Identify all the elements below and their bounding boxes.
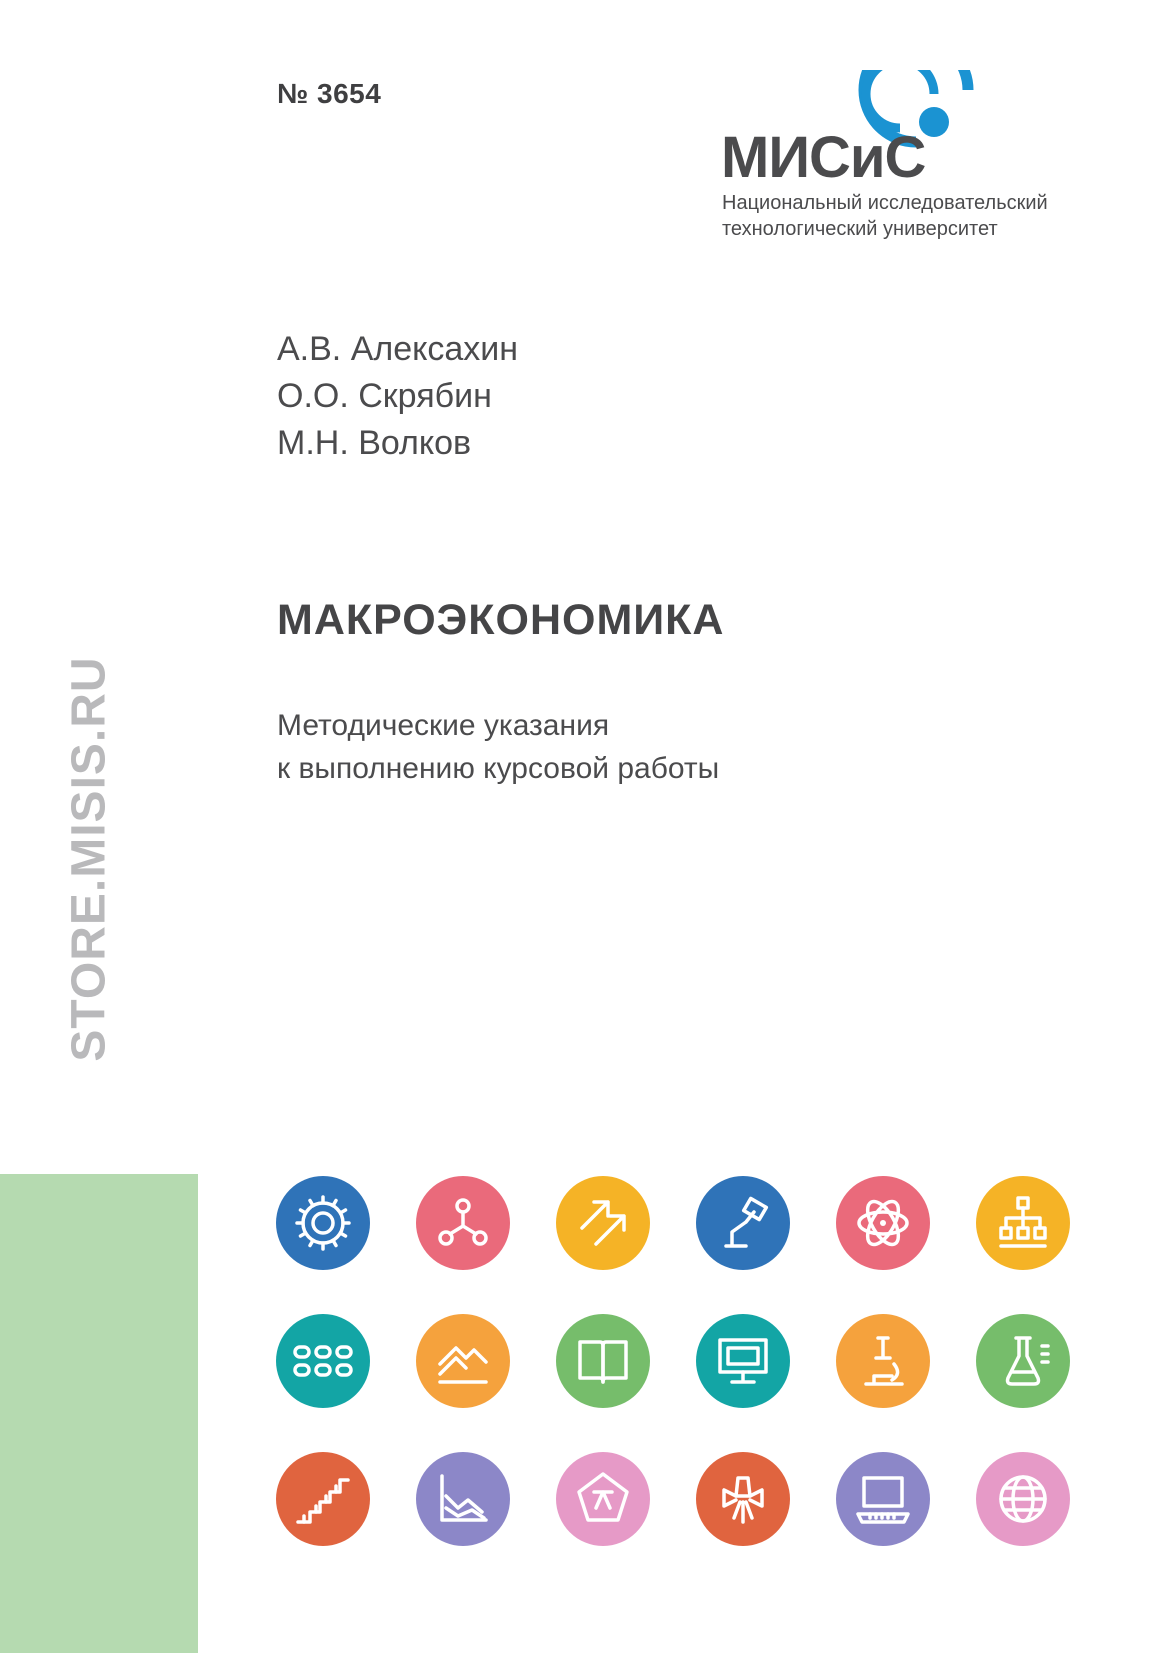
logo-wordmark: МИСиС: [721, 125, 926, 190]
microscope-icon: [836, 1314, 930, 1408]
grid-cells-icon: [276, 1314, 370, 1408]
network-nodes-icon: [416, 1176, 510, 1270]
gear-icon: [276, 1176, 370, 1270]
robot-arm-icon: [696, 1176, 790, 1270]
satellite-icon: [696, 1452, 790, 1546]
book-title: МАКРОЭКОНОМИКА: [277, 596, 725, 644]
publisher-subtitle-line-1: Национальный исследовательский: [722, 192, 1048, 214]
open-book-icon: [556, 1314, 650, 1408]
side-store-url: STORE.MISIS.RU: [62, 656, 116, 1062]
author-name: О.О. Скрябин: [277, 377, 492, 415]
monitor-icon: [696, 1314, 790, 1408]
mountain-chart-icon: [416, 1314, 510, 1408]
green-side-block: [0, 1174, 198, 1653]
publisher-subtitle-line-2: технологический университет: [722, 218, 998, 240]
stairs-icon: [276, 1452, 370, 1546]
publisher-logo: [720, 70, 1100, 250]
laptop-icon: [836, 1452, 930, 1546]
hierarchy-icon: [976, 1176, 1070, 1270]
pentagon-icon: [556, 1452, 650, 1546]
globe-icon: [976, 1452, 1070, 1546]
arrows-diagonal-icon: [556, 1176, 650, 1270]
line-graph-icon: [416, 1452, 510, 1546]
flask-icon: [976, 1314, 1070, 1408]
author-name: М.Н. Волков: [277, 424, 472, 462]
subtitle-line: Методические указания: [277, 709, 610, 742]
atom-icon: [836, 1176, 930, 1270]
subtitle-line: к выполнению курсовой работы: [277, 752, 720, 785]
authors-list: [277, 326, 518, 467]
document-number: № 3654: [277, 78, 382, 109]
author-name: А.В. Алексахин: [277, 330, 519, 368]
book-subtitle: [277, 704, 719, 790]
